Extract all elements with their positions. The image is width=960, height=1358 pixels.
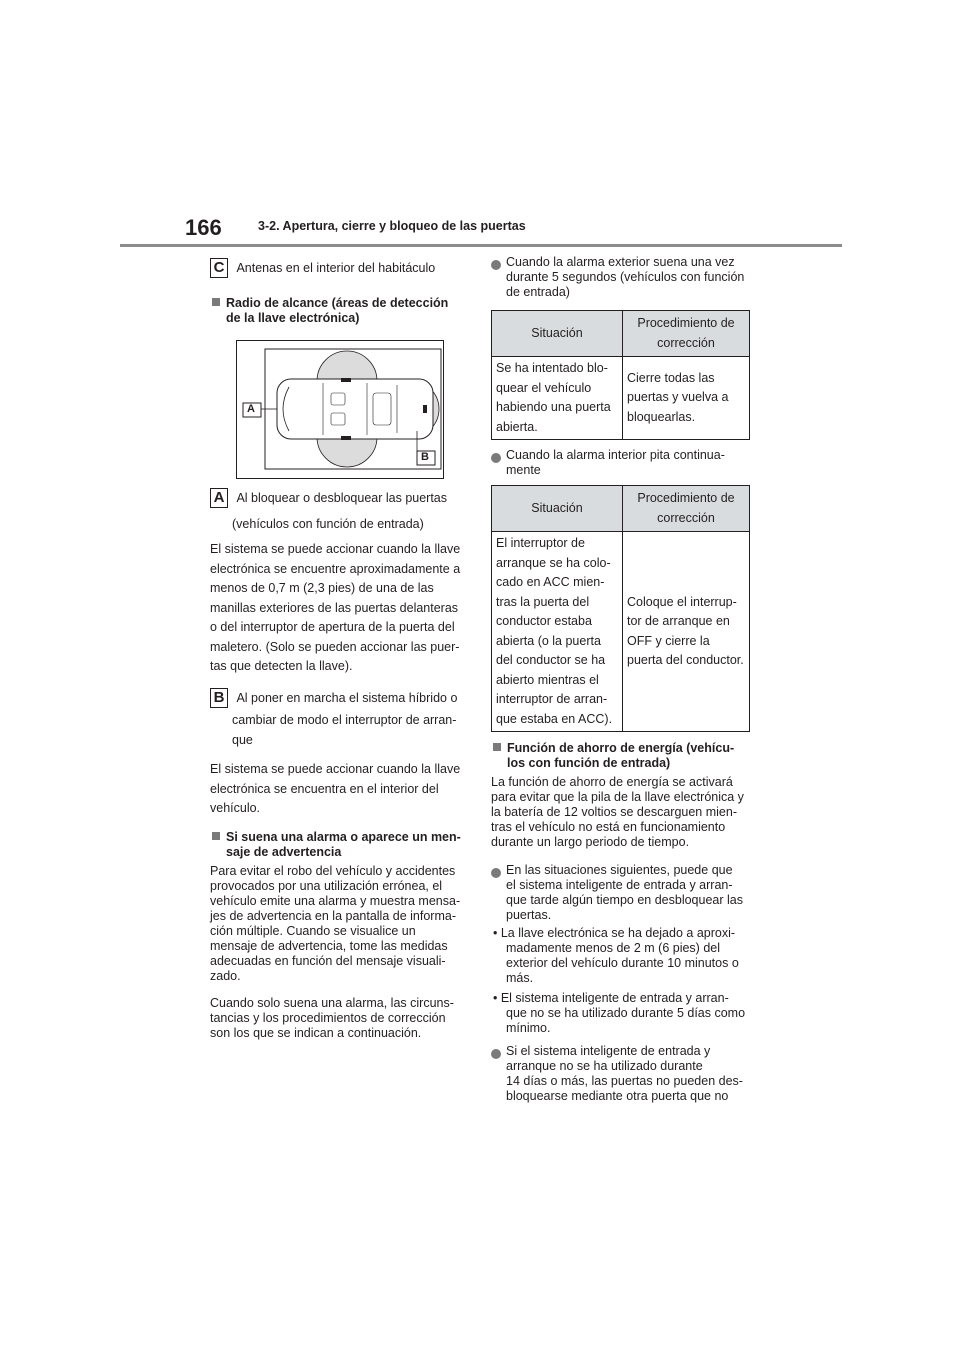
text-line: el sistema inteligente de entrada y arran- — [506, 878, 733, 892]
text-line: • La llave electrónica se ha dejado a aproxi- — [493, 926, 736, 940]
text-line: durante un largo periodo de tiempo. — [491, 835, 690, 849]
paragraph-b — [210, 760, 470, 819]
text-line: arranque se ha colo- — [496, 555, 611, 570]
text-line: tas que detecten la llave). — [210, 659, 353, 673]
text-line: abierta (o la puerta — [496, 633, 601, 648]
text-line: quear el vehículo — [496, 380, 592, 395]
text-line: que estaba en ACC). — [496, 711, 613, 726]
range-heading — [212, 296, 448, 326]
text-line: la batería de 12 voltios se descarguen mien- — [491, 805, 737, 819]
text-line: vehículo emite una alarma y muestra mensa- — [210, 894, 461, 908]
text-line: jes de advertencia en la pantalla de informa- — [210, 909, 456, 923]
square-bullet-icon — [212, 832, 220, 840]
header-procedimiento — [623, 311, 750, 357]
text-line: manillas exteriores de las puertas delanteras — [210, 600, 459, 615]
alarm-paragraph — [210, 864, 472, 984]
item-a — [210, 488, 447, 532]
last-bullet-text — [506, 1044, 756, 1104]
energy-heading — [493, 741, 734, 771]
text-line: maletero. (Solo se pueden accionar las puer- — [210, 639, 460, 654]
table-int-alarm — [491, 485, 750, 732]
item-a-text: Al bloquear o desbloquear las puertas — [236, 491, 448, 505]
text-line: bloquearlas. — [627, 409, 696, 424]
circle-bullet-icon — [491, 1046, 501, 1064]
text-line: exterior del vehículo durante 10 minutos o — [506, 956, 739, 970]
text-line: El interruptor de — [496, 536, 585, 550]
chapter-title: 3-2. Apertura, cierre y bloqueo de las puertas — [258, 219, 526, 233]
text-line: Para evitar el robo del vehículo y accidentes — [210, 864, 456, 878]
text-line: abierta. — [496, 419, 538, 434]
text-line: ción múltiple. Cuando se visualice un — [210, 924, 416, 938]
text-line: del conductor se ha — [496, 653, 606, 667]
text-line: interruptor de arran- — [496, 692, 608, 706]
text-line: que no se ha utilizado durante 5 días como — [506, 1006, 746, 1020]
cell-situacion — [492, 357, 623, 440]
text-line: de entrada) — [506, 285, 570, 299]
int-alarm-text — [506, 448, 756, 478]
text-line: bloquearse mediante otra puerta que no — [506, 1089, 729, 1103]
text-line: mínimo. — [506, 1021, 551, 1035]
table-row — [492, 357, 750, 440]
car-range-illustration — [237, 341, 443, 478]
header-line: Procedimiento de — [637, 491, 735, 505]
text-line: OFF y cierre la — [627, 633, 710, 648]
alarm-paragraph-2 — [210, 996, 472, 1041]
text-line: son los que se indican a continuación. — [210, 1026, 422, 1040]
energy-heading-line: los con función de entrada) — [507, 756, 671, 770]
square-bullet-icon — [212, 298, 220, 306]
cell-procedimiento — [623, 357, 750, 440]
item-b-text: que — [232, 732, 253, 747]
text-line: tras la puerta del — [496, 594, 590, 609]
header-situacion: Situación — [492, 311, 623, 357]
text-line: puertas. — [506, 908, 552, 922]
text-line: tancias y los procedimientos de corrección — [210, 1011, 446, 1025]
situations-text — [506, 863, 756, 923]
text-line: para evitar que la pila de la llave electrónica y — [491, 790, 744, 804]
alarm-heading-line: Si suena una alarma o aparece un men- — [226, 830, 461, 844]
ext-alarm-text — [506, 255, 756, 300]
alarm-heading — [212, 830, 461, 860]
detection-range-figure — [236, 340, 444, 479]
label-b: B — [210, 688, 228, 708]
header-line: corrección — [657, 335, 715, 350]
text-line: que tarde algún tiempo en desbloquear las — [506, 893, 743, 907]
header-procedimiento — [623, 486, 750, 532]
text-line: Cierre todas las — [627, 370, 715, 385]
text-line: madamente menos de 2 m (6 pies) del — [506, 941, 720, 955]
text-line: abierto mientras el — [496, 672, 599, 687]
header-situacion: Situación — [492, 486, 623, 532]
text-line: tor de arranque en — [627, 614, 730, 628]
page-number: 166 — [185, 215, 222, 240]
header-rule — [120, 244, 842, 247]
text-line: puerta del conductor. — [627, 653, 744, 667]
text-line: zado. — [210, 969, 241, 983]
circle-bullet-icon — [491, 450, 501, 468]
item-c-text: Antenas en el interior del habitáculo — [236, 261, 436, 275]
range-heading-line: de la llave electrónica) — [226, 311, 360, 325]
text-line: El sistema se puede accionar cuando la llave — [210, 762, 461, 776]
item-a-text: (vehículos con función de entrada) — [232, 517, 424, 531]
square-bullet-icon — [493, 743, 501, 751]
cell-procedimiento — [623, 532, 750, 732]
item-c — [210, 258, 435, 278]
text-line: mensaje de advertencia, tome las medidas — [210, 939, 448, 953]
text-line: vehículo. — [210, 801, 261, 815]
item-b — [210, 688, 457, 750]
dot-item-1 — [493, 926, 755, 986]
text-line: adecuadas en función del mensaje visuali- — [210, 954, 446, 968]
table-header-row — [492, 311, 750, 357]
item-b-text: Al poner en marcha el sistema híbrido o — [236, 691, 458, 705]
circle-bullet-icon — [491, 257, 501, 275]
alarm-heading-line: saje de advertencia — [226, 845, 342, 859]
energy-heading-line: Función de ahorro de energía (vehícu- — [507, 741, 735, 755]
text-line: • El sistema inteligente de entrada y arran- — [493, 991, 729, 1005]
text-line: menos de 0,7 m (2,3 pies) de una de las — [210, 581, 434, 595]
header-line: corrección — [657, 510, 715, 525]
text-line: 14 días o más, las puertas no pueden des- — [506, 1074, 743, 1088]
range-heading-line: Radio de alcance (áreas de detección — [226, 296, 449, 310]
text-line: Si el sistema inteligente de entrada y — [506, 1044, 711, 1058]
figure-label-a: A — [247, 403, 255, 415]
energy-paragraph — [491, 775, 753, 850]
text-line: El sistema se puede accionar cuando la llave — [210, 542, 461, 556]
text-line: cado en ACC mien- — [496, 575, 605, 589]
text-line: electrónica se encuentre aproximadamente a — [210, 561, 461, 576]
text-line: La función de ahorro de energía se activará — [491, 775, 733, 789]
table-header-row — [492, 486, 750, 532]
text-line: tras el vehículo no está en funcionamiento — [491, 820, 726, 834]
header-line: Procedimiento de — [637, 316, 735, 330]
text-line: arranque no se ha utilizado durante — [506, 1059, 703, 1073]
text-line: habiendo una puerta — [496, 400, 611, 414]
circle-bullet-icon — [491, 865, 501, 883]
figure-label-b: B — [421, 451, 429, 463]
text-line: puertas y vuelva a — [627, 390, 729, 405]
text-line: durante 5 segundos (vehículos con función — [506, 270, 745, 284]
text-line: En las situaciones siguientes, puede que — [506, 863, 733, 877]
text-line: Se ha intentado blo- — [496, 361, 608, 375]
table-ext-alarm — [491, 310, 750, 440]
text-line: mente — [506, 463, 541, 477]
label-a: A — [210, 488, 228, 508]
item-b-text: cambiar de modo el interruptor de arran- — [232, 713, 457, 727]
text-line: provocados por una utilización errónea, el — [210, 879, 443, 893]
text-line: Coloque el interrup- — [627, 594, 737, 609]
label-c: C — [210, 258, 228, 278]
text-line: o del interruptor de apertura de la puerta del — [210, 620, 455, 634]
text-line: más. — [506, 971, 534, 985]
text-line: Cuando solo suena una alarma, las circuns- — [210, 996, 454, 1010]
cell-situacion — [492, 532, 623, 732]
text-line: Cuando la alarma exterior suena una vez — [506, 255, 735, 269]
paragraph-a — [210, 540, 470, 677]
table-row — [492, 532, 750, 732]
text-line: electrónica se encuentra en el interior del — [210, 781, 439, 796]
dot-item-2 — [493, 991, 755, 1036]
text-line: Cuando la alarma interior pita continua- — [506, 448, 725, 462]
text-line: conductor estaba — [496, 614, 592, 628]
